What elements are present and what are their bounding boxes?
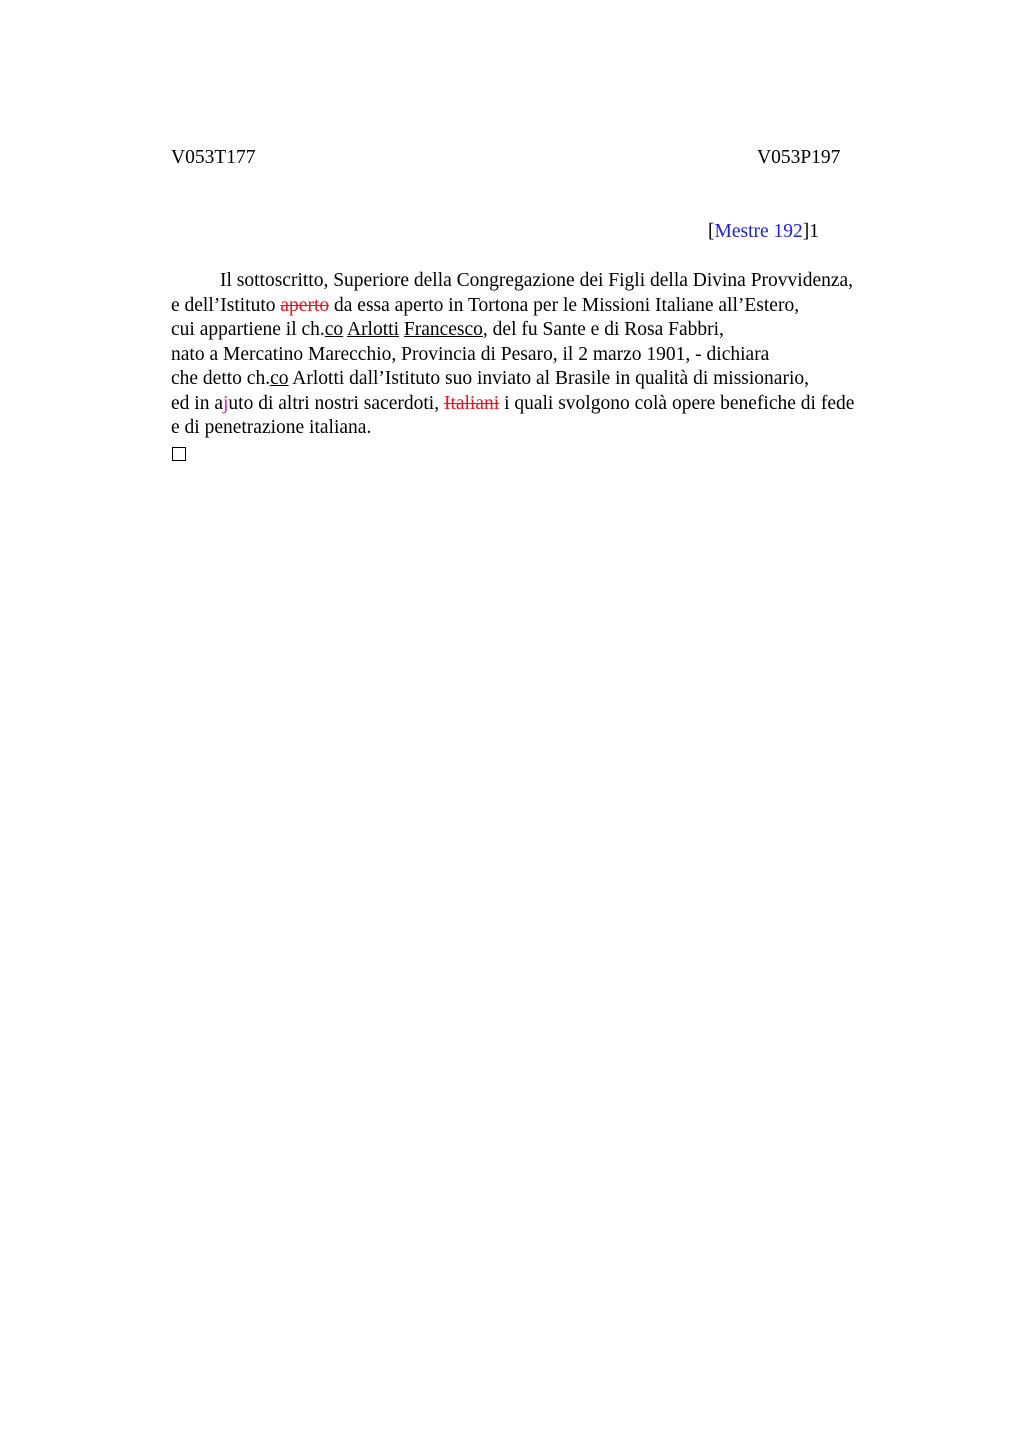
body-line-2-text-b: da essa aperto in Tortona per le Missioni Italiane all’Estero, xyxy=(329,294,800,316)
body-line-5 xyxy=(171,367,911,392)
deleted-word-aperto: aperto xyxy=(280,294,330,316)
underlined-name: Francesco xyxy=(403,319,483,340)
body-line-7: e di penetrazione italiana. xyxy=(171,417,372,438)
body-line-6-text-b: uto di altri nostri sacerdoti, xyxy=(228,392,444,414)
body-line-2-text-a: e dell’Istituto xyxy=(171,294,281,316)
body-line-6-text-c: i quali svolgono colà opere benefiche di fede xyxy=(499,392,855,414)
document-code-left: V053T177 xyxy=(171,147,256,168)
square-end-icon xyxy=(172,447,186,461)
dateline xyxy=(708,221,819,243)
deleted-word-italiani: Italiani xyxy=(443,392,500,414)
document-code-right: V053P197 xyxy=(757,147,841,168)
dateline-close-bracket: ]1 xyxy=(802,221,820,242)
underlined-co: co xyxy=(324,319,344,340)
dateline-open-bracket: [ xyxy=(708,221,715,242)
body-line-6-text-a: ed in a xyxy=(171,392,223,414)
body-line-6 xyxy=(171,392,911,417)
body-line-3-text-a: cui appartiene il ch. xyxy=(171,319,325,340)
body-line-5-text-b: Arlotti dall’Istituto suo inviato al Brasile in qualità di missionario, xyxy=(288,368,809,389)
letter-body xyxy=(171,269,911,468)
body-line-4: nato a Mercatino Marecchio, Provincia di Pesaro, il 2 marzo 1901, - dichiara xyxy=(171,343,770,365)
inserted-letter-j: j xyxy=(222,392,229,414)
dateline-place-date: Mestre 192 xyxy=(714,221,803,242)
underlined-co-2: co xyxy=(270,368,289,389)
end-marker xyxy=(171,441,911,469)
body-line-5-text-a: che detto ch. xyxy=(171,368,271,389)
body-line-2 xyxy=(171,294,911,319)
underlined-surname: Arlotti xyxy=(346,319,399,340)
body-line-3 xyxy=(171,318,911,343)
body-line-1: Il sottoscritto, Superiore della Congregazione dei Figli della Divina Provvidenza, xyxy=(220,270,854,291)
body-line-3-text-b: , del fu Sante e di Rosa Fabbri, xyxy=(482,319,724,340)
